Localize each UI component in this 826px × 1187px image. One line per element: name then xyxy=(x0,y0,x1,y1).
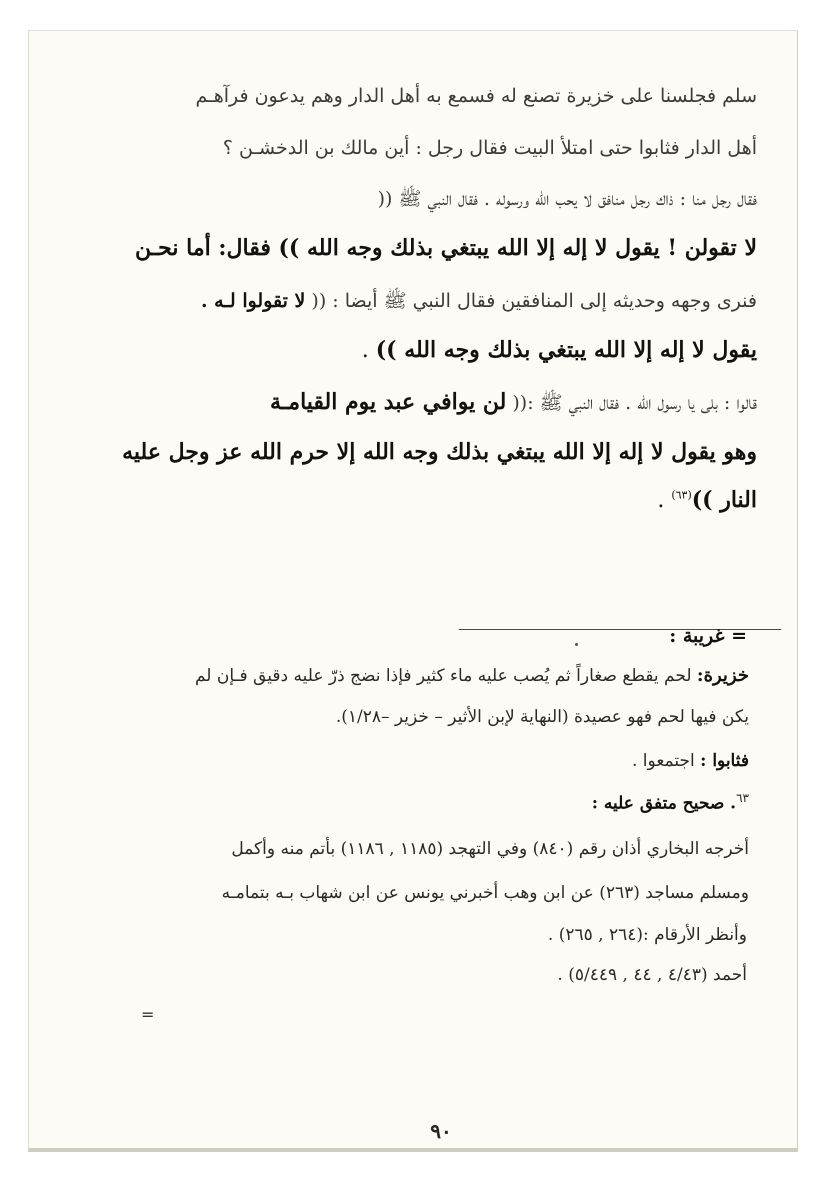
khazira-line-2: يكن فيها لحم فهو عصيدة (النهاية لإبن الأثير – خزير –١/٢٨). xyxy=(335,707,749,727)
takhrij-line-2: ومسلم مساجد (٢٦٣) عن ابن وهب أخبرني يونس عن ابن شهاب بـه بتمامـه xyxy=(221,883,749,903)
page-number: ٩٠ xyxy=(430,1119,452,1143)
takhrij-line-3: وأنظر الأرقام :(٢٦٤ , ٢٦٥) . xyxy=(547,925,747,945)
takhrij-line-1: أخرجه البخاري أذان رقم (٨٤٠) وفي التهجد (١١٨٥ , ١١٨٦) بأتم منه وأكمل xyxy=(231,839,749,859)
text-line-6 xyxy=(362,337,757,363)
text-line-2: أهل الدار فثابوا حتى امتلأ البيت فقال رجل : أين مالك بن الدخشـن ؟ xyxy=(222,137,757,159)
note-63-heading-line xyxy=(592,791,749,814)
book-page xyxy=(28,30,798,1152)
footnote-reference: (٦٣) xyxy=(671,488,692,502)
khazira-term: خزيرة: xyxy=(696,665,749,686)
text-line-5-plain: فنرى وجهه وحديثه إلى المنافقين فقال النبي ﷺ أيضا : (( xyxy=(311,290,757,312)
thabu-term: فثابوا : xyxy=(700,751,749,771)
thabu-line xyxy=(632,751,749,771)
text-line-5 xyxy=(201,289,757,317)
note-63-heading: . صحيح متفق عليه : xyxy=(591,793,737,814)
text-line-6-end: . xyxy=(361,338,376,363)
text-line-5-bold: لا تقولوا لـه . xyxy=(200,290,306,312)
text-line-7-bold: لن يوافي عبد يوم القيامـة xyxy=(270,389,507,415)
gharib-heading: = غريبة : xyxy=(669,625,747,647)
khazira-line-1 xyxy=(195,665,749,686)
text-line-4: لا تقولن ! يقول لا إله إلا الله يبتغي بذلك وجه الله )) فقال: أما نحـن xyxy=(134,235,757,261)
text-line-6-bold: يقول لا إله إلا الله يبتغي بذلك وجه الله )) xyxy=(375,337,757,363)
text-line-3: فقال رجل منا : ذاك رجل منافق لا يحب الله ورسوله . فقال النبي ﷺ (( xyxy=(377,188,757,210)
text-line-9-end: . xyxy=(657,488,672,513)
text-line-9 xyxy=(657,487,757,513)
takhrij-line-4: أحمد (٤/٤٣ , ٤٤ , ٥/٤٤٩) . xyxy=(557,965,747,985)
scan-speck xyxy=(575,643,578,646)
text-line-9-bold: النار )) xyxy=(691,487,757,513)
text-line-7-plain: قالوا : بلى يا رسول الله . فقال النبي ﷺ :(( xyxy=(512,392,757,414)
continuation-mark: = xyxy=(141,1005,155,1024)
thabu-def: اجتمعوا . xyxy=(632,751,695,771)
text-line-7 xyxy=(270,389,757,419)
text-line-8: وهو يقول لا إله إلا الله يبتغي بذلك وجه الله إلا حرم الله عز وجل عليه xyxy=(122,439,757,465)
note-63-number: ٦٣ xyxy=(736,791,749,805)
text-line-1: سلم فجلسنا على خزيرة تصنع له فسمع به أهل الدار وهم يدعون فرآهـم xyxy=(195,85,757,107)
khazira-def-1: لحم يقطع صغاراً ثم يُصب عليه ماء كثير فإذا نضج ذرّ عليه دقيق فـإن لم xyxy=(194,666,692,686)
